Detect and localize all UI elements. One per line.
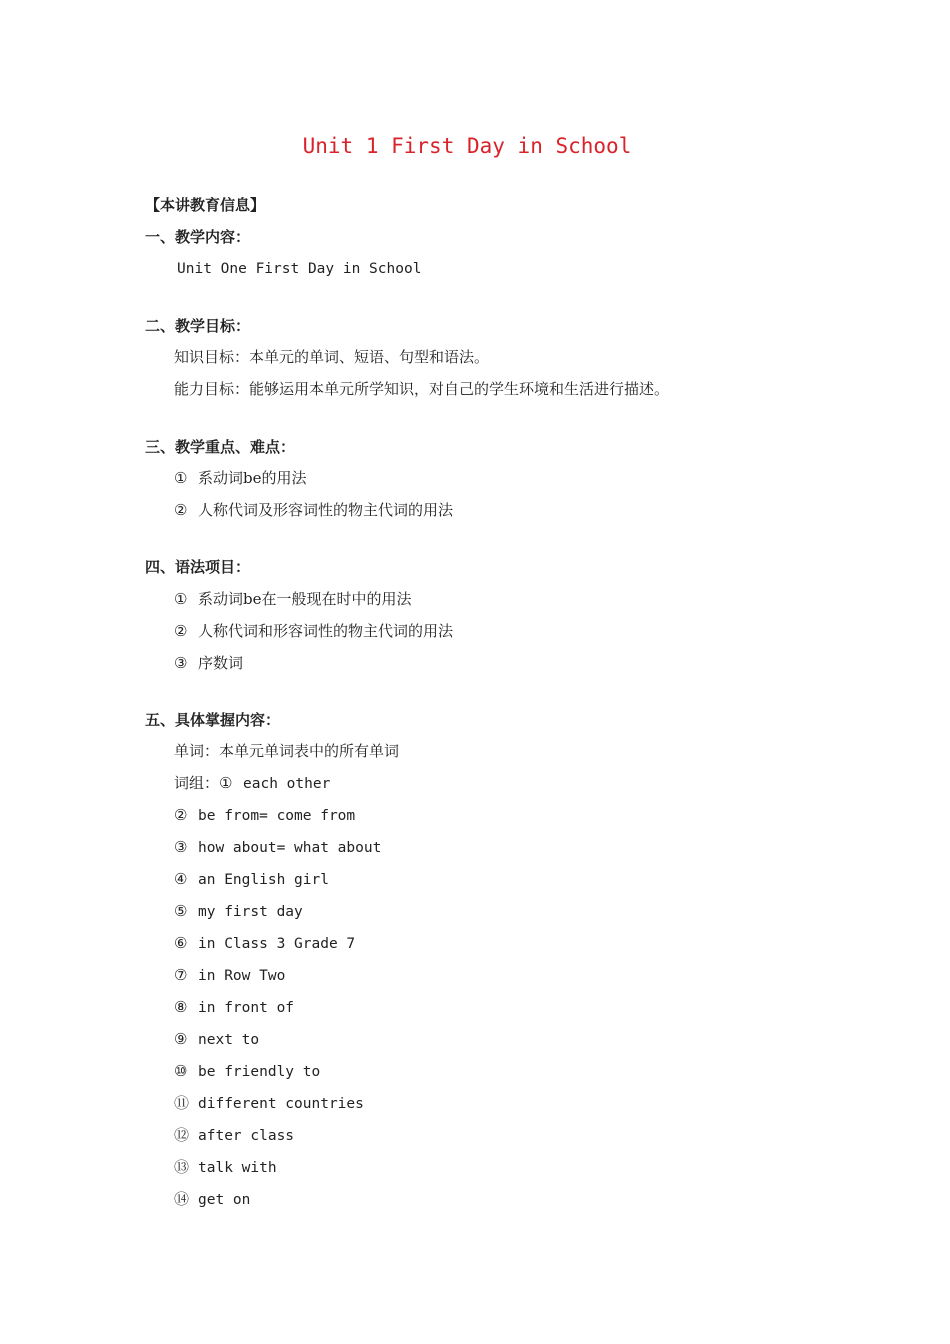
document-title: Unit 1 First Day in School xyxy=(302,134,632,158)
item-text: my first day xyxy=(198,904,303,920)
item-text: next to xyxy=(198,1032,260,1048)
grammar-item xyxy=(174,652,243,674)
item-number: ① xyxy=(219,774,233,792)
item-number: ① xyxy=(174,469,188,487)
grammar-item xyxy=(174,588,411,610)
phrase-item xyxy=(174,1060,320,1083)
item-text: each other xyxy=(243,776,331,792)
phrase-item xyxy=(174,868,329,891)
keypoint-item xyxy=(174,467,306,489)
item-number: ⑨ xyxy=(174,1030,188,1048)
item-number: ② xyxy=(174,501,188,519)
item-number: ⑭ xyxy=(174,1190,190,1208)
keypoint-item xyxy=(174,499,453,521)
item-number: ④ xyxy=(174,870,188,888)
item-number: ⑧ xyxy=(174,998,188,1016)
phrase-item xyxy=(174,996,294,1019)
item-number: ② xyxy=(174,622,188,640)
mastery-words: 单词：本单元单词表中的所有单词 xyxy=(174,742,400,760)
phrase-item xyxy=(174,1028,259,1051)
phrase-item xyxy=(174,964,285,987)
phrases-label: 词组： xyxy=(174,774,220,792)
item-text: 人称代词及形容词性的物主代词的用法 xyxy=(198,501,454,519)
item-number: ⑩ xyxy=(174,1062,188,1080)
item-text: 人称代词和形容词性的物主代词的用法 xyxy=(198,622,454,640)
phrase-item xyxy=(174,772,330,795)
section-mastery-heading: 五、具体掌握内容： xyxy=(145,711,281,729)
phrase-item xyxy=(174,804,355,827)
section-grammar-heading: 四、语法项目： xyxy=(145,558,251,576)
item-number: ⑦ xyxy=(174,966,188,984)
item-text: get on xyxy=(198,1192,251,1208)
info-heading: 【本讲教育信息】 xyxy=(145,196,266,214)
item-number: ⑪ xyxy=(174,1094,190,1112)
item-number: ② xyxy=(174,806,188,824)
phrase-item xyxy=(174,932,355,955)
item-text: talk with xyxy=(198,1160,277,1176)
item-number: ⑫ xyxy=(174,1126,190,1144)
section-content-text: Unit One First Day in School xyxy=(177,261,422,277)
item-text: an English girl xyxy=(198,872,329,888)
item-number: ③ xyxy=(174,838,188,856)
grammar-item xyxy=(174,620,453,642)
item-text: in Row Two xyxy=(198,968,286,984)
section-goals-heading: 二、教学目标： xyxy=(145,317,251,335)
item-text: in front of xyxy=(198,1000,295,1016)
goals-ability: 能力目标：能够运用本单元所学知识，对自己的学生环境和生活进行描述。 xyxy=(174,380,670,398)
item-number: ③ xyxy=(174,654,188,672)
item-text: be from= come from xyxy=(198,808,356,824)
item-text: 系动词be在一般现在时中的用法 xyxy=(198,590,412,608)
phrase-item xyxy=(174,1156,277,1179)
item-text: how about= what about xyxy=(198,840,382,856)
item-text: different countries xyxy=(198,1096,364,1112)
phrase-item xyxy=(174,900,303,923)
item-number: ⑤ xyxy=(174,902,188,920)
item-number: ① xyxy=(174,590,188,608)
phrase-item xyxy=(174,1188,250,1211)
goals-knowledge: 知识目标：本单元的单词、短语、句型和语法。 xyxy=(174,348,490,366)
phrase-item xyxy=(174,1092,364,1115)
item-text: be friendly to xyxy=(198,1064,321,1080)
section-content-heading: 一、教学内容： xyxy=(145,228,251,246)
item-text: after class xyxy=(198,1128,295,1144)
section-keypoints-heading: 三、教学重点、难点： xyxy=(145,438,296,456)
item-text: 系动词be的用法 xyxy=(198,469,307,487)
item-text: 序数词 xyxy=(198,654,244,672)
phrase-item xyxy=(174,1124,294,1147)
item-number: ⑥ xyxy=(174,934,188,952)
item-text: in Class 3 Grade 7 xyxy=(198,936,356,952)
phrase-item xyxy=(174,836,381,859)
item-number: ⑬ xyxy=(174,1158,190,1176)
